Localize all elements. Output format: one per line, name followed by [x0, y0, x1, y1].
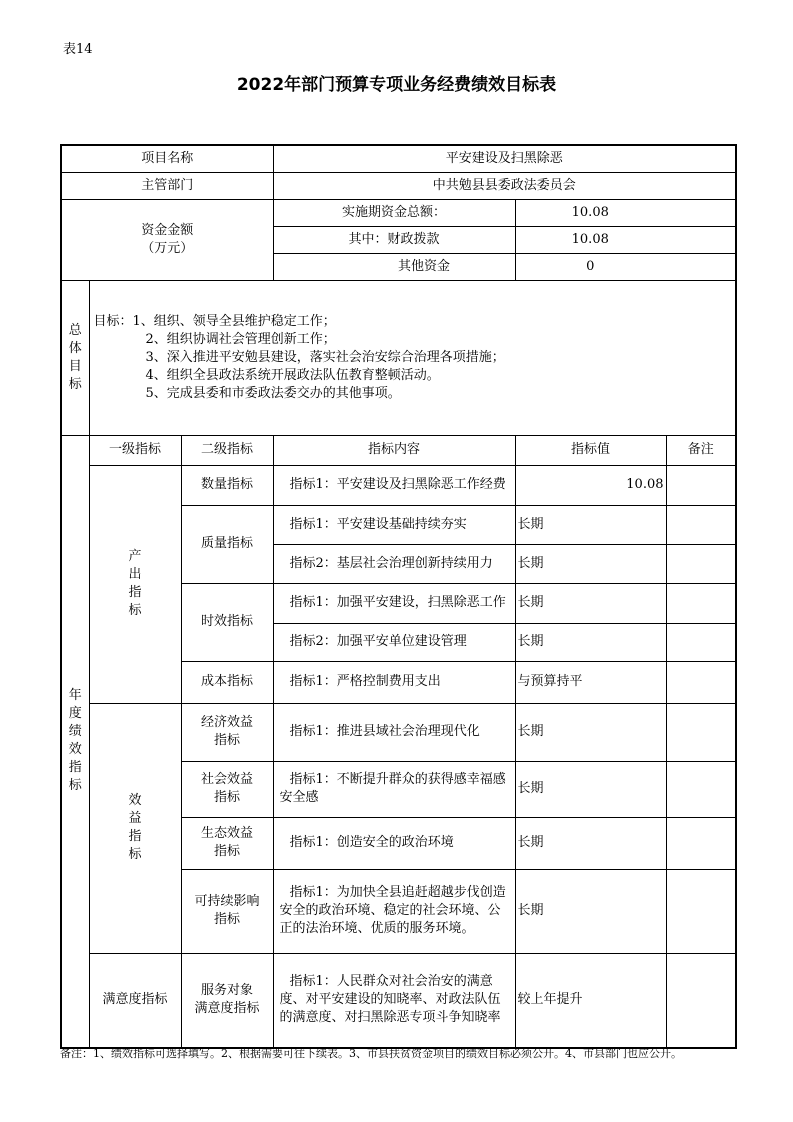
goal-line: 5、完成县委和市委政法委交办的其他事项。 — [145, 385, 401, 401]
output-label-char: 指 — [128, 585, 142, 600]
goals-label-char: 体 — [68, 340, 82, 356]
quantity-content-text: 指标1：平安建设及扫黑除恶工作经费 — [289, 477, 506, 492]
social-indicator — [181, 761, 273, 817]
annual-label-char: 绩 — [68, 724, 82, 740]
satisfaction-value: 较上年提升 — [515, 953, 666, 1048]
output-label-char: 标 — [128, 603, 142, 618]
social-indicator-line-1: 社会效益 — [200, 772, 253, 787]
ecological-indicator-line-1: 生态效益 — [200, 826, 253, 841]
timeliness-content-2-text: 指标2：加强平安单位建设管理 — [289, 634, 467, 649]
header-level2: 二级指标 — [181, 435, 273, 465]
timeliness-indicator: 时效指标 — [181, 583, 273, 661]
remark-cell — [666, 761, 736, 817]
quantity-value: 10.08 — [515, 465, 666, 505]
indicator-header-row — [61, 435, 736, 465]
header-value: 指标值 — [515, 435, 666, 465]
satisfaction-content-text: 指标1：人民群众对社会治安的满意度、对平安建设的知晓率、对政法队伍的满意度、对扫黑除恶专项斗争知晓率 — [279, 974, 501, 1026]
economic-indicator — [181, 703, 273, 761]
quantity-indicator: 数量指标 — [181, 465, 273, 505]
indicator-row — [61, 953, 736, 1048]
header-content: 指标内容 — [273, 435, 515, 465]
annual-label-char: 效 — [68, 742, 82, 758]
satisfaction-content — [273, 953, 515, 1048]
annual-indicators-label — [61, 435, 89, 1048]
indicator-row — [61, 465, 736, 505]
funds-fiscal-label: 其中：财政拨款 — [273, 226, 515, 253]
sustainable-value: 长期 — [515, 869, 666, 953]
timeliness-content-2 — [273, 623, 515, 661]
economic-content — [273, 703, 515, 761]
funds-label-line-1: 资金金额 — [141, 222, 194, 238]
quality-content-1 — [273, 505, 515, 544]
remark-cell — [666, 817, 736, 869]
annual-label-char: 度 — [68, 706, 82, 722]
quality-indicator: 质量指标 — [181, 505, 273, 583]
header-level1: 一级指标 — [89, 435, 181, 465]
social-content — [273, 761, 515, 817]
footnote: 备注：1、绩效指标可选择填写。2、根据需要可往下续表。3、市县扶贫资金项目的绩效目标必须公开。4、市县部门也应公开。 — [60, 1047, 682, 1060]
sustainable-indicator-line-1: 可持续影响 — [194, 894, 260, 909]
quantity-content — [273, 465, 515, 505]
timeliness-content-1 — [273, 583, 515, 623]
cost-content — [273, 661, 515, 703]
indicator-row — [61, 703, 736, 761]
satisfaction-level2 — [181, 953, 273, 1048]
economic-content-text: 指标1：推进县域社会治理现代化 — [289, 724, 480, 739]
remark-cell — [666, 465, 736, 505]
remark-cell — [666, 869, 736, 953]
funds-total-label: 实施期资金总额： — [273, 199, 515, 226]
ecological-indicator — [181, 817, 273, 869]
department-row — [61, 172, 736, 199]
project-name-row — [61, 145, 736, 172]
goal-line: 目标：1、组织、领导全县维护稳定工作； — [93, 313, 336, 329]
ecological-value: 长期 — [515, 817, 666, 869]
output-label-char: 产 — [128, 549, 142, 564]
satisfaction-level2-line-2: 满意度指标 — [194, 1001, 260, 1017]
page-title: 2022年部门预算专项业务经费绩效目标表 — [236, 75, 557, 95]
ecological-content-text: 指标1：创造安全的政治环境 — [289, 835, 454, 850]
funds-fiscal-value: 10.08 — [515, 226, 736, 253]
benefit-label-char: 益 — [128, 811, 142, 826]
goal-line: 3、深入推进平安勉县建设，落实社会治安综合治理各项措施； — [145, 349, 505, 365]
overall-goals-content — [89, 280, 736, 435]
timeliness-value-2: 长期 — [515, 623, 666, 661]
quality-content-2-text: 指标2：基层社会治理创新持续用力 — [289, 555, 493, 571]
annual-label-char: 标 — [68, 778, 82, 794]
timeliness-content-1-text: 指标1：加强平安建设，扫黑除恶工作 — [289, 595, 506, 610]
cost-content-text: 指标1：严格控制费用支出 — [289, 674, 441, 689]
economic-value: 长期 — [515, 703, 666, 761]
goals-label-char: 标 — [68, 376, 82, 392]
table-number: 表14 — [63, 42, 93, 57]
department-label: 主管部门 — [61, 172, 273, 199]
project-name-label: 项目名称 — [61, 145, 273, 172]
funds-other-label: 其他资金 — [273, 253, 515, 280]
remark-cell — [666, 505, 736, 544]
remark-cell — [666, 583, 736, 623]
economic-indicator-line-1: 经济效益 — [200, 715, 253, 730]
quality-content-2 — [273, 544, 515, 583]
goals-label-char: 目 — [68, 358, 82, 374]
header-remark: 备注 — [666, 435, 736, 465]
social-indicator-line-2: 指标 — [213, 790, 240, 805]
department-value: 中共勉县县委政法委员会 — [273, 172, 736, 199]
ecological-indicator-line-2: 指标 — [213, 844, 240, 859]
remark-cell — [666, 703, 736, 761]
timeliness-value-1: 长期 — [515, 583, 666, 623]
sustainable-indicator — [181, 869, 273, 953]
benefit-indicators-label — [89, 703, 181, 953]
goal-line: 2、组织协调社会管理创新工作； — [145, 331, 336, 347]
output-indicators-label — [89, 465, 181, 703]
overall-goals-label — [61, 280, 89, 435]
cost-value: 与预算持平 — [515, 661, 666, 703]
project-name-value: 平安建设及扫黑除恶 — [273, 145, 736, 172]
output-label-char: 出 — [128, 567, 142, 582]
benefit-label-char: 标 — [128, 847, 142, 862]
annual-label-char: 年 — [68, 688, 82, 704]
quality-content-1-text: 指标1：平安建设基础持续夯实 — [289, 516, 467, 532]
funds-total-row — [61, 199, 736, 226]
remark-cell — [666, 544, 736, 583]
sustainable-content-text: 指标1：为加快全县追赶超越步伐创造安全的政治环境、稳定的社会环境、公正的法治环境、优质的服务环境。 — [279, 885, 506, 936]
remark-cell — [666, 623, 736, 661]
economic-indicator-line-2: 指标 — [213, 733, 240, 748]
performance-target-table — [60, 144, 737, 1049]
sustainable-indicator-line-2: 指标 — [213, 912, 240, 927]
funds-total-value: 10.08 — [515, 199, 736, 226]
social-value: 长期 — [515, 761, 666, 817]
satisfaction-level2-line-1: 服务对象 — [200, 983, 253, 999]
annual-label-char: 指 — [68, 760, 82, 776]
funds-other-value: 0 — [515, 253, 736, 280]
ecological-content — [273, 817, 515, 869]
benefit-label-char: 效 — [128, 793, 142, 808]
funds-label-line-2: （万元） — [141, 240, 194, 256]
quality-value-2: 长期 — [515, 544, 666, 583]
overall-goals-row — [61, 280, 736, 435]
goals-label-char: 总 — [68, 322, 82, 338]
cost-indicator: 成本指标 — [181, 661, 273, 703]
social-content-text: 指标1：不断提升群众的获得感幸福感安全感 — [279, 772, 506, 805]
benefit-label-char: 指 — [128, 829, 142, 844]
sustainable-content — [273, 869, 515, 953]
satisfaction-level1: 满意度指标 — [89, 953, 181, 1048]
goal-line: 4、组织全县政法系统开展政法队伍教育整顿活动。 — [145, 367, 440, 383]
quality-value-1: 长期 — [515, 505, 666, 544]
remark-cell — [666, 953, 736, 1048]
remark-cell — [666, 661, 736, 703]
funds-label — [61, 199, 273, 280]
